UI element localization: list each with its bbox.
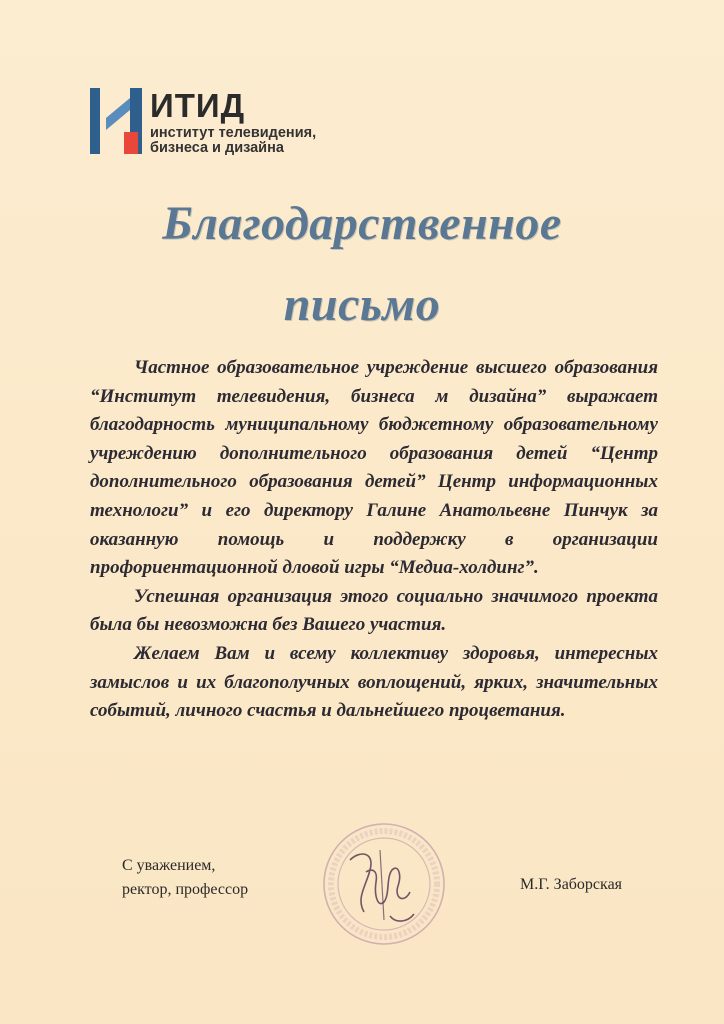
body-paragraph-3: Желаем Вам и всему коллективу здоровья, интересных замыслов и их благополучных воплощений, ярких, значительных событий, личного счастья и дальнейшего процветания. xyxy=(90,642,658,722)
body-paragraph-1: Частное образовательное учреждение высшего образования “Институт телевидения, бизнеса м дизайна” выражает благодарность муниципальному бюджетному образовательному учреждению дополнительного образования детей “Центр дополнительного образования детей” Центр информационных технологи” и его директору Галине Анатольевне Пинчук за оказанную помощь и поддержку в организации профориентационной дловой игры “Медиа-холдинг”. xyxy=(90,357,658,579)
position-text: ректор, профессор xyxy=(122,881,249,898)
logo-subtitle-line2: бизнеса и дизайна xyxy=(150,140,284,156)
logo-name: ИТИД xyxy=(150,87,246,124)
signature-block xyxy=(122,854,248,902)
logo-subtitle-line1: институт телевидения, xyxy=(150,125,317,141)
itid-logo xyxy=(90,88,330,158)
itid-logo-mark-icon xyxy=(90,88,142,154)
letter-title-line1: Благодарственное xyxy=(162,197,562,250)
regards-text: С уважением, xyxy=(122,857,216,874)
body-paragraph-2: Успешная организация этого социально значимого проекта была бы невозможна без Вашего участия. xyxy=(90,585,658,636)
logo-subtitle xyxy=(150,126,316,156)
rector-name: М.Г. Заборская xyxy=(520,876,623,893)
letter-title-line2: письмо xyxy=(283,278,441,331)
letter-body xyxy=(90,354,658,726)
seal-stamp-icon xyxy=(320,820,448,948)
